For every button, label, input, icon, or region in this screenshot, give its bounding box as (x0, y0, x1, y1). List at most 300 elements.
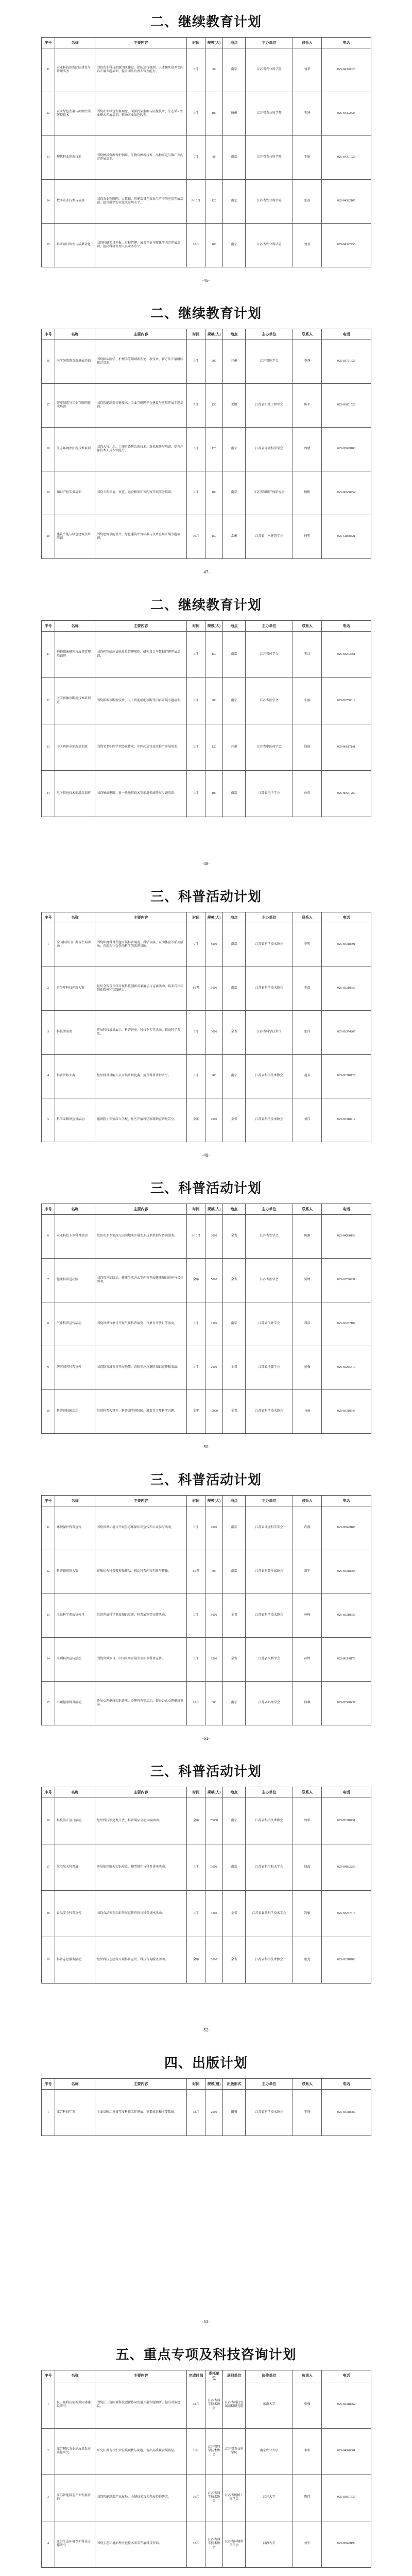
table-cell: 江苏省地震学会 (246, 1346, 293, 1390)
column-header: 电话 (322, 1496, 371, 1506)
document-page (0, 1166, 412, 1458)
table-cell: 知识产权实务培训 (55, 471, 95, 515)
table-cell: 南京 (223, 1302, 246, 1346)
table-cell: 围绕药物临床试验质量管理规范、研究设计与数据管理开展培训。 (95, 632, 187, 678)
table-cell: 南京 (223, 48, 246, 92)
table-cell: 025-84892256 (322, 1844, 371, 1891)
table-cell: 5月 (187, 48, 205, 92)
table-cell: 13 (42, 136, 55, 180)
table-cell: 全省 (223, 1259, 246, 1302)
table-row (42, 1259, 371, 1302)
column-header: 序号 (42, 2370, 55, 2382)
table-cell: 马丽 (293, 1390, 322, 1434)
table-cell: 王红 (293, 632, 322, 678)
table-cell: 长三角科技创新共同体建设研究 (55, 2382, 95, 2428)
table-cell: 李华 (293, 2428, 322, 2475)
plan-table (41, 1204, 371, 1434)
table-cell: 1 (42, 2382, 55, 2428)
table-cell: 围绕科研项目申报、过程管理、成果评价与转化等内容开展培训，提高科研管理人员业务水平。 (95, 224, 187, 267)
table-cell: 20000 (205, 1798, 223, 1844)
table-cell: 025-83318733 (322, 1594, 371, 1638)
table-cell: 5 (42, 1098, 55, 1142)
table-cell: 025-83273561 (322, 632, 371, 678)
table-cell: 围绕种质资源保护利用、生物育种新技术、品种审定与推广等内容开展培训。 (95, 136, 187, 180)
table-cell: 江苏省中医药学会 (246, 724, 293, 771)
table-cell: 南京 (223, 967, 246, 1011)
table-cell: 开展心理健康知识讲座、心理咨询等活动，提升公众心理健康素养。 (95, 1682, 187, 1725)
page-number: -50- (202, 1445, 210, 1449)
table-cell: 11月 (187, 2428, 205, 2475)
table-cell: 南京 (223, 136, 246, 180)
column-header: 规模(人) (205, 1496, 223, 1506)
table-cell: 刘华 (293, 48, 322, 92)
table-cell: 2000 (205, 1346, 223, 1390)
page-number: -49- (202, 1153, 210, 1158)
table-cell: 孙婷 (293, 1638, 322, 1682)
table-cell: 科普微视频大赛 (55, 1550, 95, 1594)
table-cell: 科普志愿服务活动 (55, 1937, 95, 1984)
table-cell: 5月 (187, 632, 205, 678)
table-cell: 江苏省科学技术协会 (246, 1594, 293, 1638)
table-cell: 图书 (223, 2090, 246, 2136)
page-number: -46- (202, 278, 210, 283)
table-cell: 6月 (187, 1891, 205, 1937)
table-cell: 4-9月 (187, 1550, 205, 1594)
table-cell: 南京 (223, 180, 246, 224)
table-cell: 朱丽 (293, 678, 322, 724)
column-header: 主办单位 (246, 329, 293, 340)
table-cell: 8月 (187, 428, 205, 471)
table-cell: 围绕世界气象日开展气象科普展览、气象台开放日等活动。 (95, 1302, 187, 1346)
table-cell: 1500 (205, 1638, 223, 1682)
page-title: 五、重点专项及科技咨询计划 (115, 2347, 297, 2362)
table-cell: 钱进 (293, 724, 322, 771)
table-cell: 周华 (293, 1798, 322, 1844)
table-row (42, 1098, 371, 1142)
table-cell: 江苏省科学技术协会 (246, 1390, 293, 1434)
table-row (42, 136, 371, 180)
table-row (42, 1055, 371, 1098)
table-cell: 025-83287102 (322, 1302, 371, 1346)
column-header: 主办单位 (246, 912, 293, 923)
column-header: 名称 (55, 2079, 95, 2090)
table-row (42, 384, 371, 428)
table-cell: 江苏省科学技术协会 (246, 1055, 293, 1098)
table-cell: 南京 (223, 771, 246, 817)
table-cell: 围绕名老中医学术经验传承、中医药适宜技术推广开展培训。 (95, 724, 187, 771)
table-row (42, 224, 371, 267)
column-header: 主要内容 (95, 2079, 187, 2090)
table-cell: 王磊 (293, 967, 322, 1011)
column-header: 时间 (187, 1496, 205, 1506)
table-cell: 无锡 (223, 384, 246, 428)
table-cell: 2000 (205, 1506, 223, 1550)
table-cell: 80 (205, 136, 223, 180)
table-row (42, 471, 371, 515)
table-cell: 围绕食品安全知识开展宣传咨询与科普讲座活动。 (95, 1891, 187, 1937)
column-header: 完成时间 (187, 2370, 205, 2382)
table-cell: 200 (205, 340, 223, 384)
table-cell: 150 (205, 384, 223, 428)
table-cell: 全省 (223, 1594, 246, 1638)
table-cell: 025-83318712 (322, 1098, 371, 1142)
table-cell: 025-85699190 (322, 2521, 371, 2567)
column-header: 电话 (322, 2079, 371, 2090)
table-cell: 生态环境保护新技术培训 (55, 428, 95, 471)
table-row (42, 1011, 371, 1055)
column-header: 规模(人) (205, 38, 223, 48)
table-cell: 全省 (223, 1098, 246, 1142)
table-cell: 南京 (223, 471, 246, 515)
column-header: 负责人 (293, 2370, 322, 2382)
table-row (42, 1682, 371, 1725)
page-number: -48- (202, 861, 210, 866)
table-header-row (42, 912, 371, 923)
table-cell: 南京 (223, 1506, 246, 1550)
table-cell: 7月 (187, 384, 205, 428)
table-cell: 3000 (205, 1594, 223, 1638)
table-cell: 江苏省环境科学学会 (246, 1506, 293, 1550)
table-cell: 青少年科技创新大赛 (55, 967, 95, 1011)
table-cell: 12 (42, 92, 55, 136)
column-header: 电话 (322, 1204, 371, 1215)
table-cell: 15 (42, 224, 55, 267)
column-header: 序号 (42, 1496, 55, 1506)
plan-table (41, 620, 371, 817)
table-cell: 围绕防灾减灾日开展地震、消防等应急避险知识宣传和演练。 (95, 1346, 187, 1390)
table-cell: 江苏省医学会 (246, 1259, 293, 1302)
table-cell: 电子信息技术前沿培训班 (55, 771, 95, 817)
table-cell: 9月 (187, 923, 205, 967)
table-cell: 陈军 (293, 384, 322, 428)
table-cell: 8 (42, 1302, 55, 1346)
column-header: 序号 (42, 621, 55, 632)
page-title: 三、科普活动计划 (150, 1180, 262, 1196)
table-cell: 扬州 (223, 92, 246, 136)
table-cell: 全省 (223, 1346, 246, 1390)
table-cell: 6月 (187, 678, 205, 724)
table-cell: 江苏省水利学会 (246, 1638, 293, 1682)
table-cell: 9月 (187, 771, 205, 817)
table-cell: 全年 (187, 1259, 205, 1302)
column-header: 序号 (42, 38, 55, 48)
table-cell: 6月 (187, 1506, 205, 1550)
table-cell: 苏州 (223, 340, 246, 384)
table-cell: 12 (42, 1550, 55, 1594)
table-cell: 科学家精神宣讲活动 (55, 1098, 95, 1142)
table-cell: 80 (205, 48, 223, 92)
table-cell: 2 (42, 2428, 55, 2475)
column-header: 时间 (187, 2079, 205, 2090)
column-header: 规模(人) (205, 912, 223, 923)
table-cell: 3000 (205, 1215, 223, 1259)
table-cell: 南京 (223, 1682, 246, 1725)
table-row (42, 2521, 371, 2567)
column-header: 主办单位 (246, 1496, 293, 1506)
table-cell: 6 (42, 1215, 55, 1259)
column-header: 主要内容 (95, 329, 187, 340)
table-cell: 025-83318780 (322, 2090, 371, 2136)
table-cell: 5月 (187, 1346, 205, 1390)
column-header: 联系人 (293, 1204, 322, 1215)
plan-table (41, 37, 371, 267)
column-header: 名称 (55, 38, 95, 48)
table-cell: 围绕年度科普主题开展科普展览、科学表演、互动体验等系列活动，营造全社会崇尚科学的浓厚氛围。 (95, 923, 187, 967)
table-cell: 025-83651530 (322, 2475, 371, 2521)
column-header: 联系人 (293, 2079, 322, 2090)
table-cell: 025-83318756 (322, 967, 371, 1011)
table-cell: 王静 (293, 2090, 322, 2136)
table-cell: 025-83318729 (322, 1055, 371, 1098)
table-cell: 江苏现代农业高质量发展路径研究 (55, 2428, 95, 2475)
table-cell: 025-83277613 (322, 1891, 371, 1937)
column-header: 序号 (42, 329, 55, 340)
table-cell: 南京 (223, 224, 246, 267)
table-row (42, 2475, 371, 2521)
table-cell: 中医药传承创新培训班 (55, 724, 95, 771)
table-cell: 组织科技志愿者开展科普宣讲、科技咨询服务活动。 (95, 1937, 187, 1984)
column-header: 主要内容 (95, 1496, 187, 1506)
table-cell: 南京 (223, 1798, 246, 1844)
table-cell: 200 (205, 1055, 223, 1098)
table-cell: 围绕农业科技创新团队建设、团队运行机制、人才梯队培养等内容开展专题培训，提升团队负责人管理能力。 (95, 48, 187, 92)
table-cell: 13 (42, 1594, 55, 1638)
table-cell: 围绕集成电路、新一代通信技术等前沿领域开展专题培训。 (95, 771, 187, 817)
table-row (42, 724, 371, 771)
table-cell: 江苏省食品科学技术学会 (246, 1891, 293, 1937)
column-header: 地点 (223, 912, 246, 923)
table-cell: 12月 (187, 2521, 205, 2567)
page-number: -47- (202, 570, 210, 574)
column-header: 联系人 (293, 329, 322, 340)
table-cell: 林峰 (293, 1594, 322, 1638)
table-cell: 025-84390026 (322, 48, 371, 92)
page-title: 二、继续教育计划 (150, 597, 262, 613)
column-header: 规模(人) (205, 329, 223, 340)
table-row (42, 1798, 371, 1844)
document-page (0, 1458, 412, 1750)
table-cell: 防灾减灾科普宣传 (55, 1346, 95, 1390)
table-cell: 江苏省医学会 (246, 678, 293, 724)
column-header: 主要内容 (95, 912, 187, 923)
table-cell: 江苏省心理学会 (246, 1682, 293, 1725)
table-cell: 4 (42, 2521, 55, 2567)
table-cell: 江苏省药学会 (246, 632, 293, 678)
table-row (42, 1638, 371, 1682)
column-header: 电话 (322, 1787, 371, 1798)
table-cell: 围绕农业绿色发展理念、面源污染监测与防控技术、生态循环农业模式开展培训，推动农业绿色转型。 (95, 92, 187, 136)
page-title: 二、继续教育计划 (150, 14, 262, 29)
table-cell: 3 (42, 1011, 55, 1055)
table-cell: 7 (42, 1259, 55, 1302)
table-header-row (42, 1204, 371, 1215)
table-cell: 7月 (187, 136, 205, 180)
table-cell: 025-83285317 (322, 1346, 371, 1390)
document-page (0, 1750, 412, 2041)
table-cell: 3月 (187, 1638, 205, 1682)
table-cell: 全省 (223, 1215, 246, 1259)
table-cell: 1500 (205, 1302, 223, 1346)
table-cell: 025-83318791 (322, 923, 371, 967)
table-cell: 025-84390156 (322, 1215, 371, 1259)
table-cell: 围绕建筑节能设计、绿色建筑评价标准与技术应用开展专题培训。 (95, 515, 187, 559)
table-cell: 江苏省农学会 (246, 1215, 293, 1259)
table-cell: 5000 (205, 923, 223, 967)
table-cell: 江苏省电子学会 (246, 771, 293, 817)
table-cell: 围绕生态环境治理关键技术需求开展科技咨询。 (95, 2521, 187, 2567)
column-header: 名称 (55, 1204, 95, 1215)
column-header: 规模(人) (205, 621, 223, 632)
table-cell: 150 (205, 632, 223, 678)
column-header: 协作单位 (246, 2370, 293, 2382)
table-cell: 2000 (205, 1937, 223, 1984)
table-cell: 17 (42, 1844, 55, 1891)
table-cell: 11 (42, 1506, 55, 1550)
table-cell: 江苏省农业科学院 (246, 48, 293, 92)
table-cell: 025-86638752 (322, 471, 371, 515)
table-cell: 4-5月 (187, 967, 205, 1011)
table-cell: 15 (42, 1682, 55, 1725)
table-cell: 农业绿色发展与面源污染防控技术 (55, 92, 95, 136)
column-header: 主要内容 (95, 621, 187, 632)
table-cell: 100 (205, 771, 223, 817)
column-header: 名称 (55, 1496, 95, 1506)
table-cell: 4 (42, 1055, 55, 1098)
page-title: 三、科普活动计划 (150, 1472, 262, 1487)
table-cell: 南京 (223, 428, 246, 471)
table-cell: 围绕智能制造关键技术、工业互联网平台建设与应用开展专题培训。 (95, 384, 187, 428)
table-cell: 张伟 (293, 1011, 322, 1055)
table-row (42, 1594, 371, 1638)
table-cell: 陈刚 (293, 1215, 322, 1259)
table-cell: 胡军 (293, 1550, 322, 1594)
plan-table (41, 2078, 371, 2136)
table-cell: 025-86617141 (322, 724, 371, 771)
table-cell: 江苏省农业科学院 (223, 2428, 246, 2475)
table-cell: 025-83374267 (322, 1011, 371, 1055)
plan-table (41, 1495, 371, 1725)
table-cell: 江苏省科学技术协会 (246, 967, 293, 1011)
table-row (42, 1937, 371, 1984)
table-cell: 全省 (223, 1011, 246, 1055)
table-cell: 3 (42, 2475, 55, 2521)
table-cell: 025-84391029 (322, 136, 371, 180)
table-cell: 19 (42, 1937, 55, 1984)
column-header: 联系人 (293, 621, 322, 632)
table-header-row (42, 1496, 371, 1506)
table-cell: 全国科普日江苏省主场活动 (55, 923, 95, 967)
table-cell: 10000 (205, 1390, 223, 1434)
table-cell: 南京农业大学 (246, 2428, 293, 2475)
table-cell: 江苏省机械工程学会 (246, 384, 293, 428)
column-header: 委托单位 (205, 2370, 223, 2382)
table-cell: 120 (205, 724, 223, 771)
page-title: 二、继续教育计划 (150, 306, 262, 321)
table-cell: 6月 (187, 340, 205, 384)
table-header-row (42, 329, 371, 340)
table-cell: 江苏省气象学会 (246, 1302, 293, 1346)
column-header: 地点 (223, 38, 246, 48)
table-cell: 120 (205, 428, 223, 471)
page-number: -52- (202, 2028, 210, 2032)
column-header: 地点 (223, 1204, 246, 1215)
column-header: 序号 (42, 1787, 55, 1798)
table-cell: 025-83598437 (322, 1682, 371, 1725)
table-cell: 围绕农业物联网、大数据、智能装备在农业生产中的应用开展培训，提升数字农业技术应用水平。 (95, 180, 187, 224)
table-cell: 周敏 (293, 428, 322, 471)
table-cell: 江苏省科学技术协会 (246, 1937, 293, 1984)
column-header: 主要内容 (95, 38, 187, 48)
table-cell: 江苏生态环境保护科技支撑研究 (55, 2521, 95, 2567)
table-cell: 围绕专利申请、审查、运营和保护等内容开展实务培训。 (95, 471, 187, 515)
table-cell: 杨帆 (293, 471, 322, 515)
table-cell: 建筑节能与绿色建筑技术培训 (55, 515, 95, 559)
table-cell: 100 (205, 92, 223, 136)
table-cell: 张磊 (293, 180, 322, 224)
table-cell: 120 (205, 180, 223, 224)
table-cell: 开展科技成果展示、科普讲座、科技下乡等活动，推动科学普及。 (95, 1011, 187, 1055)
column-header: 地点 (223, 621, 246, 632)
document-page (0, 2333, 412, 2576)
column-header: 联系人 (293, 1787, 322, 1798)
page-number: -53- (202, 2319, 210, 2324)
column-header: 名称 (55, 2370, 95, 2382)
document-page (0, 0, 412, 292)
table-cell: 江苏省科学技术协会 (246, 2090, 293, 2136)
table-cell: 全年 (187, 1798, 205, 1844)
table-cell: 6月 (187, 92, 205, 136)
column-header: 序号 (42, 912, 55, 923)
table-cell: 江苏省科学技术协会 (246, 1798, 293, 1844)
document-page (0, 583, 412, 875)
table-cell: 18 (42, 428, 55, 471)
table-cell: 10 (42, 1390, 55, 1434)
table-cell: 025-83721620 (322, 340, 371, 384)
table-cell: 孙涛 (293, 771, 322, 817)
table-cell: 100 (205, 224, 223, 267)
table-cell: 农业科技下乡科普活动 (55, 1215, 95, 1259)
table-cell: 江苏省环境科学学会 (246, 428, 293, 471)
table-cell: 王建 (293, 92, 322, 136)
column-header: 联系人 (293, 912, 322, 923)
table-header-row (42, 2370, 371, 2382)
column-header: 电话 (322, 2370, 371, 2382)
table-cell: 徐明 (293, 515, 322, 559)
table-cell: 医学继续教育新进展培训 (55, 340, 95, 384)
table-cell: 邀请院士专家深入学校、社区开展科学家精神宣讲报告会。 (95, 1098, 187, 1142)
table-row (42, 1302, 371, 1346)
table-row (42, 48, 371, 92)
table-cell: 医学影像诊断新技术培训班 (55, 678, 95, 724)
table-cell: 3000 (205, 1844, 223, 1891)
table-row (42, 1506, 371, 1550)
table-cell: 吴婷 (293, 1259, 322, 1302)
table-cell: 10月 (187, 224, 205, 267)
table-cell: 025-85699183 (322, 428, 371, 471)
table-row (42, 2428, 371, 2475)
table-cell: 025-86338172 (322, 1638, 371, 1682)
column-header: 出版形式 (223, 2079, 246, 2090)
table-cell: 南京 (223, 1844, 246, 1891)
table-cell: 200 (205, 678, 223, 724)
table-cell: 航空航天科普展 (55, 1844, 95, 1891)
table-row (42, 632, 371, 678)
table-cell: 025-83738312 (322, 678, 371, 724)
table-row (42, 92, 371, 136)
table-cell: 组织农业专家深入田间地头开展农业技术培训与咨询服务。 (95, 1215, 187, 1259)
table-cell: 21 (42, 632, 55, 678)
table-cell: 9-10月 (187, 180, 205, 224)
